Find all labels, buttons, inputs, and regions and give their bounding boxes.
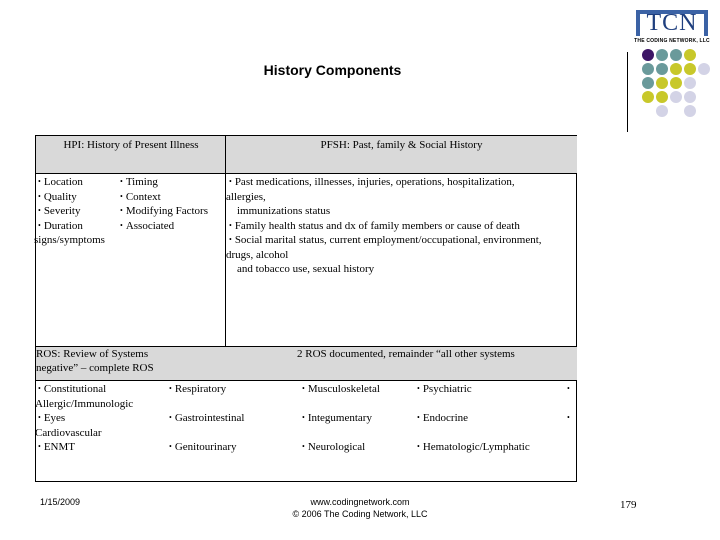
pfsh-line: • Family health status and dx of family members or cause of death: [229, 219, 520, 234]
logo-dot-icon: [642, 91, 654, 103]
row-divider: [36, 380, 576, 381]
hpi-item-wrap: signs/symptoms: [34, 234, 105, 246]
pfsh-line: • Past medications, illnesses, injuries, operations, hospitalization,: [229, 175, 515, 190]
hpi-item-duration: • Duration: [38, 219, 83, 234]
hpi-item-associated: • Associated: [120, 219, 174, 234]
logo-dot-icon: [656, 105, 668, 117]
pfsh-line: • Social marital status, current employment/occupational, environment,: [229, 233, 542, 248]
ros-item: • Endocrine: [417, 411, 468, 426]
logo-dot-icon: [670, 49, 682, 61]
logo-dot-icon: [656, 77, 668, 89]
logo-dot-icon: [684, 49, 696, 61]
logo-dot-icon: [684, 105, 696, 117]
logo-dot-icon: [656, 49, 668, 61]
ros-item-wrap: Allergic/Immunologic: [35, 397, 134, 410]
ros-item: • Musculoskeletal: [302, 382, 380, 397]
logo-dot-icon: [684, 77, 696, 89]
slide-title: History Components: [263, 62, 402, 78]
ros-item: • Constitutional: [38, 382, 106, 397]
ros-header-right: 2 ROS documented, remainder “all other systems: [297, 348, 515, 360]
row-divider: [36, 173, 576, 174]
logo-dot-icon: [684, 91, 696, 103]
hpi-header: HPI: History of Present Illness: [63, 139, 199, 151]
logo-text: TCN: [646, 10, 698, 36]
ros-item: • Genitourinary: [169, 440, 237, 455]
logo-dot-icon: [642, 77, 654, 89]
hpi-item-timing: • Timing: [120, 175, 158, 190]
ros-header-left-2: negative” – complete ROS: [36, 362, 154, 374]
ros-item: • ENMT: [38, 440, 75, 455]
logo-dot-icon: [642, 49, 654, 61]
footer-date: 1/15/2009: [40, 497, 81, 507]
logo-dot-icon: [670, 91, 682, 103]
hpi-item-severity: • Severity: [38, 204, 80, 219]
ros-item: • Eyes: [38, 411, 65, 426]
ros-item: • Integumentary: [302, 411, 372, 426]
hpi-item-context: • Context: [120, 190, 161, 205]
pfsh-line: drugs, alcohol: [226, 248, 289, 261]
logo-dot-icon: [670, 63, 682, 75]
history-table: [35, 135, 577, 482]
ros-header-left-1: ROS: Review of Systems: [36, 348, 149, 360]
hpi-item-quality: • Quality: [38, 190, 77, 205]
logo-dot-icon: [698, 63, 710, 75]
pfsh-header: PFSH: Past, family & Social History: [320, 139, 483, 151]
page-number: 179: [620, 499, 637, 511]
hpi-item-modifying-factors: • Modifying Factors: [120, 204, 208, 219]
ros-item: • Gastrointestinal: [169, 411, 244, 426]
ros-bullet-empty: [567, 382, 573, 397]
pfsh-line: and tobacco use, sexual history: [237, 263, 375, 275]
hpi-item-location: • Location: [38, 175, 83, 190]
ros-item: • Hematologic/Lymphatic: [417, 440, 530, 455]
footer-copyright: © 2006 The Coding Network, LLC: [292, 509, 428, 519]
footer-website: www.codingnetwork.com: [310, 497, 410, 507]
logo-dot-icon: [684, 63, 696, 75]
pfsh-line: allergies,: [226, 190, 266, 203]
ros-item: • Neurological: [302, 440, 365, 455]
ros-item-wrap: Cardiovascular: [35, 426, 102, 439]
ros-item: • Psychiatric: [417, 382, 472, 397]
column-divider: [225, 136, 226, 346]
pfsh-line: immunizations status: [237, 205, 331, 217]
logo-dot-icon: [670, 77, 682, 89]
logo-subtitle: THE CODING NETWORK, LLC: [634, 38, 710, 44]
ros-bullet-empty: [567, 411, 573, 426]
logo-dot-icon: [656, 91, 668, 103]
ros-item: • Respiratory: [169, 382, 226, 397]
